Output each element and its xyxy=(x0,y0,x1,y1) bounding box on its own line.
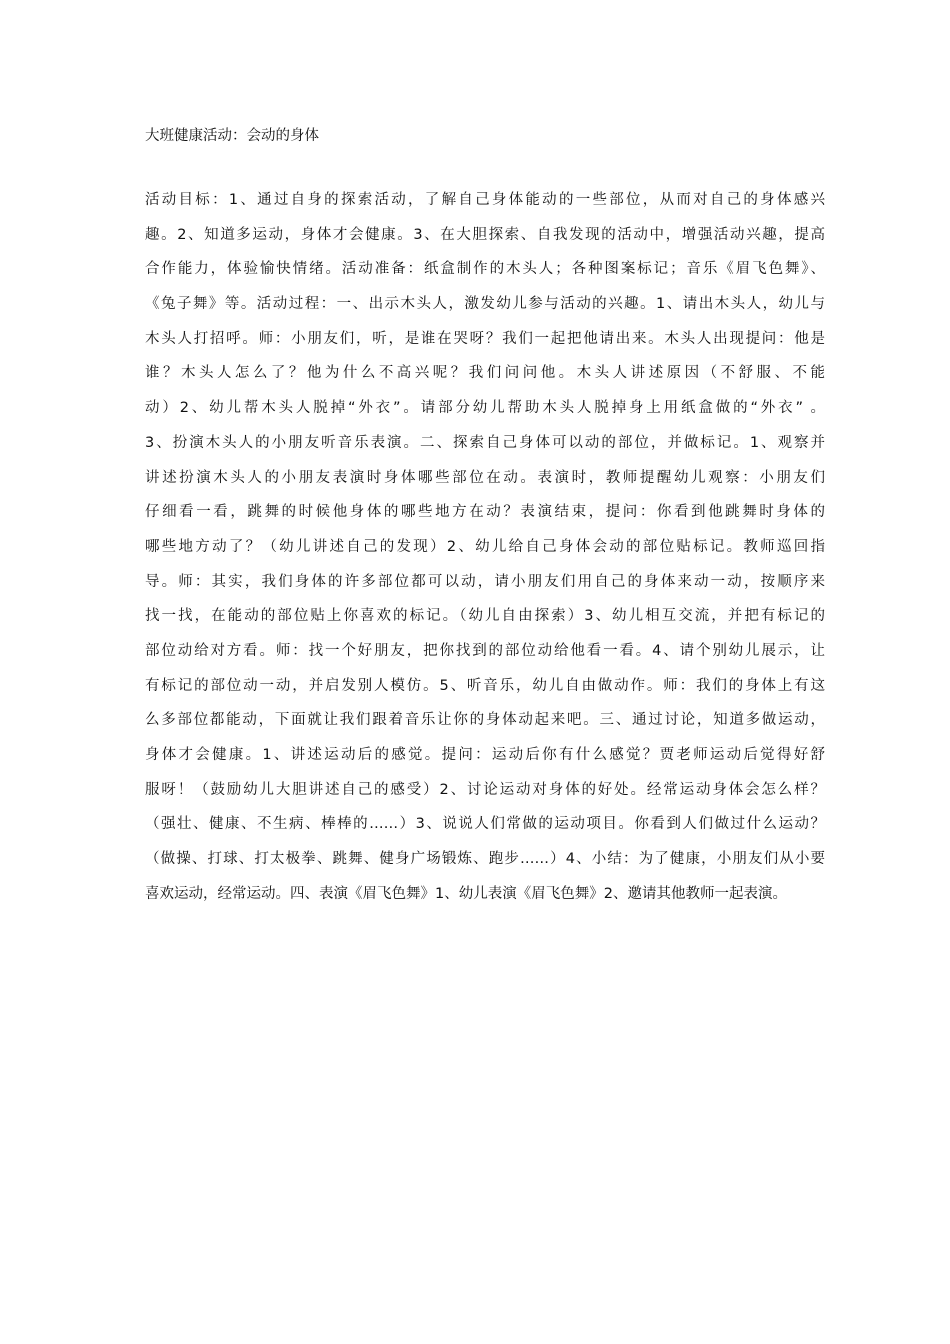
body-line: 合作能力，体验愉快情绪。活动准备：纸盒制作的木头人；各种图案标记；音乐《眉飞色舞》、 xyxy=(145,261,825,278)
body-line: 喜欢运动，经常运动。四、表演《眉飞色舞》1、幼儿表演《眉飞色舞》2、邀请其他教师一起表演。 xyxy=(145,885,787,902)
body-line: 仔细看一看，跳舞的时候他身体的哪些地方在动？表演结束，提问：你看到他跳舞时身体的 xyxy=(145,504,825,521)
body-line: 哪些地方动了？（幼儿讲述自己的发现）2、幼儿给自己身体会动的部位贴标记。教师巡回指 xyxy=(145,538,825,555)
document-body xyxy=(145,187,825,915)
body-line: 木头人打招呼。师：小朋友们，听，是谁在哭呀？我们一起把他请出来。木头人出现提问：他是 xyxy=(145,330,825,347)
body-line: （强壮、健康、不生病、棒棒的……）3、说说人们常做的运动项目。你看到人们做过什么运动？ xyxy=(145,816,825,833)
document-title: 大班健康活动：会动的身体 xyxy=(145,128,319,144)
body-line: 服呀！（鼓励幼儿大胆讲述自己的感受）2、讨论运动对身体的好处。经常运动身体会怎么样？ xyxy=(145,781,825,798)
body-line: 找一找，在能动的部位贴上你喜欢的标记。（幼儿自由探索）3、幼儿相互交流，并把有标记的 xyxy=(145,608,825,625)
body-line: 谁？木头人怎么了？他为什么不高兴呢？我们问问他。木头人讲述原因（不舒服、不能 xyxy=(145,365,825,382)
body-line: 《兔子舞》等。活动过程：一、出示木头人，激发幼儿参与活动的兴趣。1、请出木头人，幼儿与 xyxy=(145,296,825,313)
body-line: 导。师：其实，我们身体的许多部位都可以动，请小朋友们用自己的身体来动一动，按顺序来 xyxy=(145,573,825,590)
body-line: 3、扮演木头人的小朋友听音乐表演。二、探索自己身体可以动的部位，并做标记。1、观察并 xyxy=(145,434,825,451)
body-line: 有标记的部位动一动，并启发别人模仿。5、听音乐，幼儿自由做动作。师：我们的身体上有这 xyxy=(145,677,825,694)
body-line: 动）2、幼儿帮木头人脱掉“外衣”。请部分幼儿帮助木头人脱掉身上用纸盒做的“外衣” 。 xyxy=(145,400,825,417)
body-line: 讲述扮演木头人的小朋友表演时身体哪些部位在动。表演时，教师提醒幼儿观察：小朋友们 xyxy=(145,469,825,486)
body-line: 趣。2、知道多运动，身体才会健康。3、在大胆探索、自我发现的活动中，增强活动兴趣，提高 xyxy=(145,226,825,243)
body-line: （做操、打球、打太极拳、跳舞、健身广场锻炼、跑步……）4、小结：为了健康，小朋友们从小要 xyxy=(145,851,825,868)
body-line: 么多部位都能动，下面就让我们跟着音乐让你的身体动起来吧。三、通过讨论，知道多做运动， xyxy=(145,712,825,729)
body-line: 部位动给对方看。师：找一个好朋友，把你找到的部位动给他看一看。4、请个别幼儿展示，让 xyxy=(145,642,825,659)
body-line: 身体才会健康。1、讲述运动后的感觉。提问：运动后你有什么感觉？贾老师运动后觉得好舒 xyxy=(145,747,825,763)
body-line: 活动目标：1、通过自身的探索活动，了解自己身体能动的一些部位，从而对自己的身体感兴 xyxy=(145,192,825,208)
